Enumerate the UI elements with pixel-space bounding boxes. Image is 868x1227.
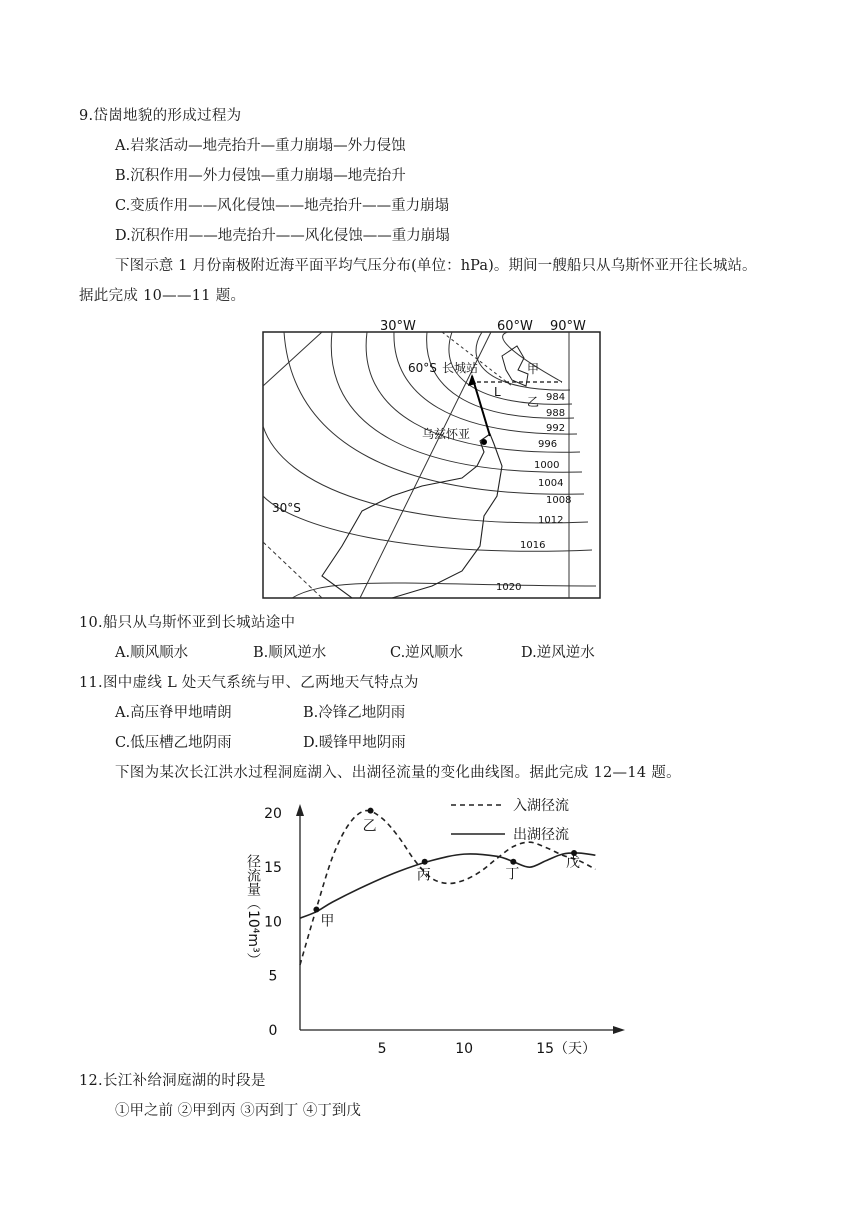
label-great-wall-station: 长城站 bbox=[442, 361, 479, 375]
question-10-option-d: D.逆风逆水 bbox=[521, 645, 595, 661]
isobar-1020: 1020 bbox=[496, 582, 522, 593]
isobar-996: 996 bbox=[538, 439, 558, 450]
question-12-stem: 12.长江补给洞庭湖的时段是 bbox=[79, 1073, 266, 1089]
question-11-option-a: A.高压脊甲地晴朗 bbox=[115, 705, 232, 721]
y-tick-label-1: 5 bbox=[268, 968, 278, 985]
point-marker-1 bbox=[368, 808, 374, 814]
point-label-4: 戊 bbox=[566, 855, 581, 872]
intro-map-line-1: 下图示意 1 月份南极附近海平面平均气压分布(单位：hPa)。期间一艘船只从乌斯怀亚开往长城站。 bbox=[115, 258, 757, 274]
label-30s: 30°S bbox=[272, 501, 301, 515]
legend-outflow-label: 出湖径流 bbox=[513, 827, 569, 843]
point-layer bbox=[313, 808, 580, 930]
isobar-1000: 1000 bbox=[534, 460, 560, 471]
question-10-option-a: A.顺风顺水 bbox=[115, 645, 189, 661]
question-10-option-c: C.逆风顺水 bbox=[390, 645, 464, 661]
point-label-1: 乙 bbox=[362, 818, 377, 835]
y-tick-label-4: 20 bbox=[264, 805, 282, 822]
point-label-3: 丁 bbox=[505, 866, 520, 883]
question-11-stem: 11.图中虚线 L 处天气系统与甲、乙两地天气特点为 bbox=[79, 675, 419, 691]
label-ushuaia: 乌兹怀亚 bbox=[422, 427, 471, 441]
isobar-1016: 1016 bbox=[520, 540, 546, 551]
question-9-option-a: A.岩浆活动—地壳抬升—重力崩塌—外力侵蚀 bbox=[115, 138, 406, 154]
x-tick-label-2: 15（天） bbox=[536, 1041, 597, 1057]
ushuaia-dot bbox=[481, 439, 487, 445]
label-l: L bbox=[494, 385, 501, 399]
point-label-2: 丙 bbox=[416, 867, 431, 884]
isobar-1008: 1008 bbox=[546, 495, 572, 506]
isobar-984: 984 bbox=[546, 392, 566, 403]
label-30w: 30°W bbox=[380, 319, 416, 334]
y-tick-label-2: 10 bbox=[264, 914, 282, 931]
point-marker-3 bbox=[510, 859, 516, 865]
label-90w: 90°W bbox=[550, 319, 586, 334]
intro-chart-line: 下图为某次长江洪水过程洞庭湖入、出湖径流量的变化曲线图。据此完成 12—14 题。 bbox=[115, 765, 681, 781]
question-10-option-b: B.顺风逆水 bbox=[253, 645, 327, 661]
pressure-map-figure bbox=[262, 316, 602, 600]
x-tick-label-0: 5 bbox=[377, 1041, 387, 1057]
label-60w: 60°W bbox=[497, 319, 533, 334]
x-axis-arrow-icon bbox=[613, 1026, 625, 1034]
isobar-988: 988 bbox=[546, 408, 566, 419]
y-tick-label-0: 0 bbox=[268, 1023, 278, 1039]
label-yi: 乙 bbox=[527, 395, 540, 409]
label-60s: 60°S bbox=[408, 361, 437, 375]
point-marker-0 bbox=[313, 906, 319, 912]
isobar-992: 992 bbox=[546, 423, 566, 434]
outflow-series-line bbox=[300, 853, 595, 918]
question-11-option-b: B.冷锋乙地阴雨 bbox=[303, 705, 406, 721]
question-12-options: ①甲之前 ②甲到丙 ③丙到丁 ④丁到戊 bbox=[115, 1103, 361, 1119]
label-jia: 甲 bbox=[527, 362, 540, 376]
question-9-option-b: B.沉积作用—外力侵蚀—重力崩塌—地壳抬升 bbox=[115, 168, 406, 184]
isobar-1004: 1004 bbox=[538, 478, 564, 489]
y-tick-label-3: 15 bbox=[264, 860, 282, 877]
intro-map-line-2: 据此完成 10——11 题。 bbox=[79, 288, 246, 304]
y-axis-label: 径流量（10⁴m³） bbox=[245, 854, 261, 967]
x-tick-label-1: 10 bbox=[455, 1041, 474, 1057]
point-marker-2 bbox=[422, 859, 428, 865]
question-11-option-d: D.暖锋甲地阴雨 bbox=[303, 735, 406, 751]
runoff-chart bbox=[243, 790, 635, 1058]
isobar-1012: 1012 bbox=[538, 515, 564, 526]
point-label-0: 甲 bbox=[320, 913, 335, 930]
question-11-option-c: C.低压槽乙地阴雨 bbox=[115, 735, 232, 751]
tick-layer bbox=[264, 806, 596, 1057]
question-9-option-c: C.变质作用——风化侵蚀——地壳抬升——重力崩塌 bbox=[115, 198, 450, 214]
question-10-stem: 10.船只从乌斯怀亚到长城站途中 bbox=[79, 615, 296, 631]
question-9-option-d: D.沉积作用——地壳抬升——风化侵蚀——重力崩塌 bbox=[115, 228, 450, 244]
legend-inflow-label: 入湖径流 bbox=[513, 798, 569, 814]
question-9-stem: 9.岱崮地貌的形成过程为 bbox=[79, 108, 242, 124]
y-axis-arrow-icon bbox=[296, 804, 304, 816]
